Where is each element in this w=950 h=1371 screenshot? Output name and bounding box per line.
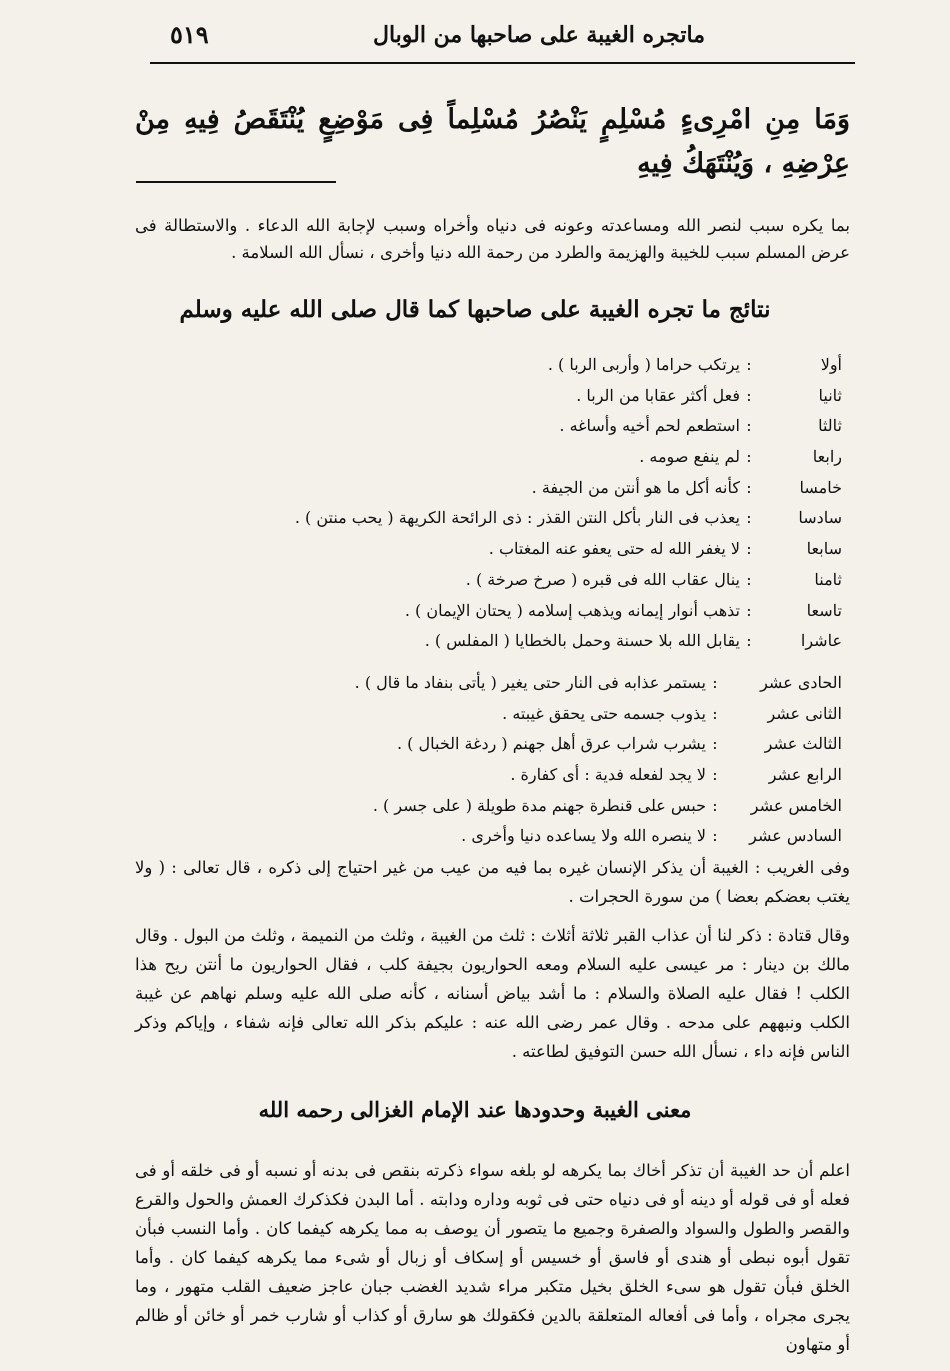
item-colon: : (746, 539, 752, 559)
list-item (120, 442, 842, 473)
item-colon: : (712, 703, 718, 723)
list-item (120, 565, 842, 596)
running-title: ماتجره الغيبة على صاحبها من الوبال (372, 22, 705, 48)
list-item (120, 668, 842, 699)
item-colon: : (746, 447, 752, 467)
item-colon: : (712, 673, 718, 692)
item-text: ينال عقاب الله فى قبره ( صرخ صرخة ) . (465, 569, 740, 589)
item-ordinal: رابعا (812, 447, 842, 467)
item-ordinal: الثانى عشر (767, 703, 842, 723)
item-colon: : (712, 795, 718, 815)
item-text: تذهب أنوار إيمانه ويذهب إسلامه ( يحتان الإيمان ) . (404, 600, 740, 620)
item-text: يذوب جسمه حتى يحقق غيبته . (502, 703, 706, 723)
item-ordinal: ثامنا (814, 569, 842, 589)
section-heading-ghazali: معنى الغيبة وحدودها عند الإمام الغزالى رحمه الله (258, 1097, 692, 1122)
list-item (120, 699, 842, 730)
item-ordinal: ثالثا (818, 416, 842, 436)
section-heading-consequences: نتائج ما تجره الغيبة على صاحبها كما قال صلى الله عليه وسلم (179, 296, 771, 323)
list-item (120, 411, 842, 442)
item-text: يقابل الله بلا حسنة وحمل بالخطايا ( المفلس ) . (424, 631, 740, 651)
item-ordinal: سادسا (798, 508, 842, 528)
item-colon: : (746, 355, 752, 374)
list-item (120, 760, 842, 791)
consequences-list-continued (120, 668, 842, 852)
list-item (120, 381, 842, 412)
page-header (150, 16, 855, 64)
item-text: لم ينفع صومه . (639, 447, 740, 467)
hadith-text: وَمَا مِنِ امْرِىءٍ مُسْلِمٍ يَنْصُرُ مُسْلِماً فِى مَوْضِعٍ يُنْتَقَصُ فِيهِ مِنْ عِرْضِهِ ، وَيُنْتَهَكُ فِيهِ (135, 104, 850, 179)
item-colon: : (746, 508, 752, 528)
item-colon: : (746, 569, 752, 589)
intro-paragraph: بما يكره سبب لنصر الله ومساعدته وعونه فى دنياه وأخراه وسبب لإجابة الله الدعاء . والاستطالة فى عرض المسلم سبب للخيبة والهزيمة والطرد من رحمة الله دنيا وأخرى ، نسأل الله السلامة . (135, 216, 850, 262)
item-text: يعذب فى النار بأكل النتن القذر : ذى الرائحة الكريهة ( يحب منتن ) . (294, 508, 740, 528)
item-ordinal: الرابع عشر (768, 765, 842, 785)
item-text: يشرب شراب عرق أهل جهنم ( ردغة الخبال ) . (396, 734, 706, 754)
item-colon: : (712, 826, 718, 846)
item-colon: : (746, 385, 752, 405)
consequences-list (120, 350, 842, 657)
item-text: لا يغفر الله له حتى يعفو عنه المغتاب . (488, 539, 740, 559)
item-colon: : (746, 631, 752, 651)
item-colon: : (712, 734, 718, 754)
item-text: فعل أكثر عقابا من الربا . (576, 385, 740, 405)
item-ordinal: أولا (820, 355, 842, 374)
page-number: ٥١٩ (170, 20, 209, 49)
list-item (120, 503, 842, 534)
list-item (120, 626, 842, 657)
item-text: لا يجد لفعله فدية : أى كفارة . (510, 765, 706, 785)
item-colon: : (746, 600, 752, 620)
gharib-paragraph: وفى الغريب : الغيبة أن يذكر الإنسان غيره بما فيه من عيب من غير احتياج إلى ذكره ، قال تعالى : ( ولا يغتب بعضكم بعضا ) من سورة الحجرات . (135, 858, 850, 906)
item-ordinal: ثانيا (818, 385, 842, 405)
list-item (120, 473, 842, 504)
ghazali-paragraph: اعلم أن حد الغيبة أن تذكر أخاك بما يكرهه لو بلغه سواء ذكرته بنقص فى بدنه أو نسبه أو فى خلقه أو فى فعله أو فى قوله أو دينه أو فى دنياه حتى فى ثوبه وداره ودابته . أما البدن فكذكرك العمش والحول والقرع والقصر والطول والسواد والصفرة وجميع ما يتصور أن يوصف به مما يكرهه كيفما كان . وأما النسب فبأن تقول أبوه نبطى أو هندى أو فاسق أو خسيس أو إسكاف أو زبال أو شىء مما يكرهه كيفما كان . وأما الخلق فبأن تقول هو سىء الخلق بخيل متكبر مراء شديد الغضب جبان عاجز ضعيف القلب متهور ، وما يجرى مجراه ، وأما فى أفعاله المتعلقة بالدين فكقولك هو سارق أو كذاب أو شارب خمر أو خائن أو ظالم أو متهاون (135, 1161, 850, 1354)
item-ordinal: الخامس عشر (750, 795, 842, 815)
item-text: كأنه أكل ما هو أنتن من الجيفة . (531, 477, 740, 497)
item-ordinal: الحادى عشر (760, 673, 842, 692)
item-colon: : (746, 477, 752, 497)
list-item (120, 791, 842, 822)
list-item (120, 534, 842, 565)
item-ordinal: سابعا (806, 539, 842, 559)
list-item (120, 596, 842, 627)
item-ordinal: الثالث عشر (764, 734, 842, 754)
list-item (120, 350, 842, 381)
item-ordinal: عاشرا (800, 631, 842, 651)
item-text: لا ينصره الله ولا يساعده دنيا وأخرى . (461, 826, 706, 846)
item-colon: : (712, 765, 718, 785)
item-text: استطعم لحم أخيه وأساغه . (559, 416, 740, 436)
item-ordinal: السادس عشر (749, 826, 842, 846)
list-item (120, 729, 842, 760)
item-ordinal: تاسعا (806, 600, 842, 620)
item-text: يستمر عذابه فى النار حتى يغير ( يأتى بنفاد ما قال ) . (354, 673, 706, 692)
qatada-paragraph: وقال قتادة : ذكر لنا أن عذاب القبر ثلاثة أثلاث : ثلث من الغيبة ، وثلث من النميمة ، وثلث من البول . وقال مالك بن دينار : مر عيسى عليه السلام ومعه الحواريون بجيفة كلب ، فقال الحواريون ما أنتن ريح هذا الكلب ! فقال عليه الصلاة والسلام : ما أشد بياض أسنانه ، كأنه صلى الله عليه وسلم نهاهم عن غيبة الكلب ونبههم على مدحه . وقال عمر رضى الله عنه : عليكم بذكر الله تعالى فإنه شفاء ، وإياكم وذكر الناس فإنه داء ، نسأل الله حسن التوفيق لطاعته . (135, 926, 850, 1061)
divider-rule (136, 181, 336, 183)
item-text: يرتكب حراما ( وأربى الربا ) . (547, 355, 740, 374)
list-item (120, 821, 842, 852)
item-text: حبس على قنطرة جهنم مدة طويلة ( على جسر ) . (372, 795, 706, 815)
item-ordinal: خامسا (799, 477, 842, 497)
item-colon: : (746, 416, 752, 436)
